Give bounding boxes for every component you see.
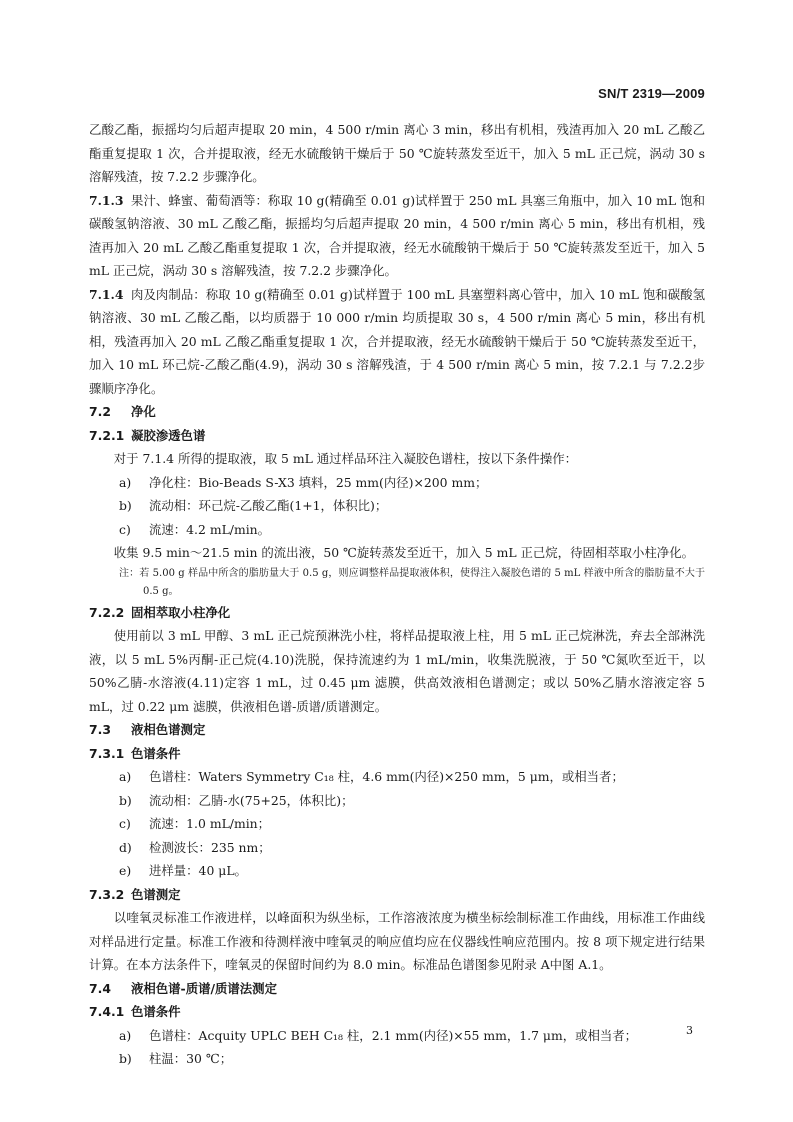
section-number: 7.2.1 <box>89 427 125 443</box>
item-label: b) <box>119 792 132 808</box>
item-text: 流动相：环己烷-乙酸乙酯(1+1，体积比)； <box>149 498 388 513</box>
section-number: 7.1.3 <box>89 192 124 208</box>
item-label: c) <box>119 521 131 537</box>
section-title: 色谱条件 <box>131 1004 181 1019</box>
section-title: 液相色谱-质谱/质谱法测定 <box>131 980 277 996</box>
section-text: 肉及肉制品：称取 10 g(精确至 0.01 g)试样置于 100 mL 具塞塑料离心管中，加入 10 mL 饱和碳酸氢钠溶液、30 mL 乙酸乙酯，以均质器于 10 000 r/min 均质提取 30 s，4 500 r/min 离心 5 min，移出有机相，残渣再加入 20 mL 乙酸乙酯重复提取 1 次，合并提取液，经无水硫酸钠干燥后于 50 ℃旋转蒸发至近干，加入 10 mL 环己烷-乙酸乙酯(4.9)，涡动 30 s 溶解残渣，于 4 500 r/min 离心 5 min，按 7.2.1 与 7.2.2步骤顺序净化。 <box>89 286 705 396</box>
standard-number: SN/T 2319—2009 <box>598 86 705 101</box>
section-number: 7.1.4 <box>89 286 124 302</box>
section-number: 7.4 <box>89 980 111 996</box>
item-label: b) <box>119 1051 132 1066</box>
heading-7-2-1 <box>89 424 705 448</box>
section-7-1-3 <box>89 189 705 283</box>
section-number: 7.3.2 <box>89 886 125 902</box>
section-text: 果汁、蜂蜜、葡萄酒等：称取 10 g(精确至 0.01 g)试样置于 250 mL 具塞三角瓶中，加入 10 mL 饱和碳酸氢钠溶液、30 mL 乙酸乙酯，振摇均匀后超声提取 20 min，4 500 r/min 离心 5 min，移出有机相，残渣再加入 20 mL 乙酸乙酯重复提取 1 次，合并提取液，经无水硫酸钠干燥后于 50 ℃旋转蒸发至近干，加入 5 mL 正己烷，涡动 30 s 溶解残渣，按 7.2.2 步骤净化。 <box>89 192 705 278</box>
list-item <box>89 836 705 860</box>
heading-7-2-2 <box>89 601 705 625</box>
list-item <box>89 494 705 518</box>
list-item <box>89 518 705 542</box>
item-text: 流速：4.2 mL/min。 <box>149 521 271 537</box>
item-label: a) <box>119 769 132 784</box>
note: 注：若 5.00 g 样品中所含的脂肪量大于 0.5 g，则应调整样品提取液体积，使得注入凝胶色谱的 5 mL 样液中所含的脂肪量不大于 0.5 g。 <box>119 567 705 597</box>
heading-7-3 <box>89 718 705 742</box>
paragraph-continued: 乙酸乙酯，振摇均匀后超声提取 20 min，4 500 r/min 离心 3 min，移出有机相，残渣再加入 20 mL 乙酸乙酯重复提取 1 次，合并提取液，经无水硫酸钠干燥后于 50 ℃旋转蒸发至近干，加入 5 mL 正己烷，涡动 30 s 溶解残渣，按 7.2.2 步骤净化。 <box>89 122 705 184</box>
heading-7-3-1 <box>89 742 705 766</box>
item-text: 流速：1.0 mL/min； <box>149 816 271 831</box>
list-item <box>89 812 705 836</box>
item-text: 检测波长：235 nm； <box>149 839 271 855</box>
page-number: 3 <box>686 1024 693 1037</box>
section-number: 7.4.1 <box>89 1004 125 1019</box>
item-label: c) <box>119 816 131 831</box>
item-label: a) <box>119 474 132 490</box>
list-item <box>89 1047 705 1071</box>
heading-7-3-2 <box>89 883 705 907</box>
list-item <box>89 471 705 495</box>
section-title: 凝胶渗透色谱 <box>131 427 206 443</box>
item-text: 色谱柱：Waters Symmetry C₁₈ 柱，4.6 mm(内径)×250 mm，5 μm，或相当者； <box>149 769 624 784</box>
heading-7-2 <box>89 400 705 424</box>
item-text: 柱温：30 ℃； <box>149 1051 233 1066</box>
section-title: 固相萃取小柱净化 <box>131 604 231 620</box>
spe-text: 使用前以 3 mL 甲醇、3 mL 正己烷预淋洗小柱，将样品提取液上柱，用 5 mL 正己烷淋洗，弃去全部淋洗液，以 5 mL 5%丙酮-正己烷(4.10)洗脱，保持流速约为 1 mL/min，收集洗脱液，于 50 ℃氮吹至近干，以 50%乙腈-水溶液(4.11)定容 1 mL，过 0.45 μm 滤膜，供高效液相色谱测定；或以 50%乙腈水溶液定容 5 mL，过 0.22 μm 滤膜，供液相色谱-质谱/质谱测定。 <box>89 628 705 714</box>
section-title: 色谱测定 <box>131 886 181 902</box>
section-number: 7.3.1 <box>89 745 125 761</box>
heading-7-4-1 <box>89 1000 705 1024</box>
item-label: d) <box>119 839 132 855</box>
item-text: 流动相：乙腈-水(75+25，体积比)； <box>149 792 354 808</box>
list-item <box>89 789 705 813</box>
section-number: 7.3 <box>89 722 111 737</box>
heading-7-4 <box>89 977 705 1001</box>
list-item <box>89 859 705 883</box>
page-body <box>89 118 705 1071</box>
section-7-1-4 <box>89 283 705 401</box>
item-text: 色谱柱：Acquity UPLC BEH C₁₈ 柱，2.1 mm(内径)×55 mm，1.7 μm，或相当者； <box>149 1027 638 1043</box>
section-title: 液相色谱测定 <box>131 722 206 737</box>
gpc-collect: 收集 9.5 min～21.5 min 的流出液，50 ℃旋转蒸发至近干，加入 5 mL 正己烷，待固相萃取小柱净化。 <box>113 545 694 560</box>
section-number: 7.2 <box>89 404 111 419</box>
list-item <box>89 765 705 789</box>
item-text: 进样量：40 μL。 <box>149 863 247 878</box>
list-item <box>89 1024 705 1048</box>
section-number: 7.2.2 <box>89 604 125 620</box>
item-label: a) <box>119 1027 132 1043</box>
item-label: e) <box>119 863 132 878</box>
lc-measure-text: 以喹氧灵标准工作液进样，以峰面积为纵坐标，工作溶液浓度为横坐标绘制标准工作曲线，用标准工作曲线对样品进行定量。标准工作液和待测样液中喹氧灵的响应值均应在仪器线性响应范围内。按 8 项下规定进行结果计算。在本方法条件下，喹氧灵的保留时间约为 8.0 min。标准品色谱图参见附录 A中图 A.1。 <box>89 910 705 972</box>
item-label: b) <box>119 498 132 513</box>
section-title: 净化 <box>131 404 156 419</box>
item-text: 净化柱：Bio-Beads S-X3 填料，25 mm(内径)×200 mm； <box>149 474 488 490</box>
section-title: 色谱条件 <box>131 745 181 761</box>
gpc-intro: 对于 7.1.4 所得的提取液，取 5 mL 通过样品环注入凝胶色谱柱，按以下条件操作： <box>113 451 577 466</box>
